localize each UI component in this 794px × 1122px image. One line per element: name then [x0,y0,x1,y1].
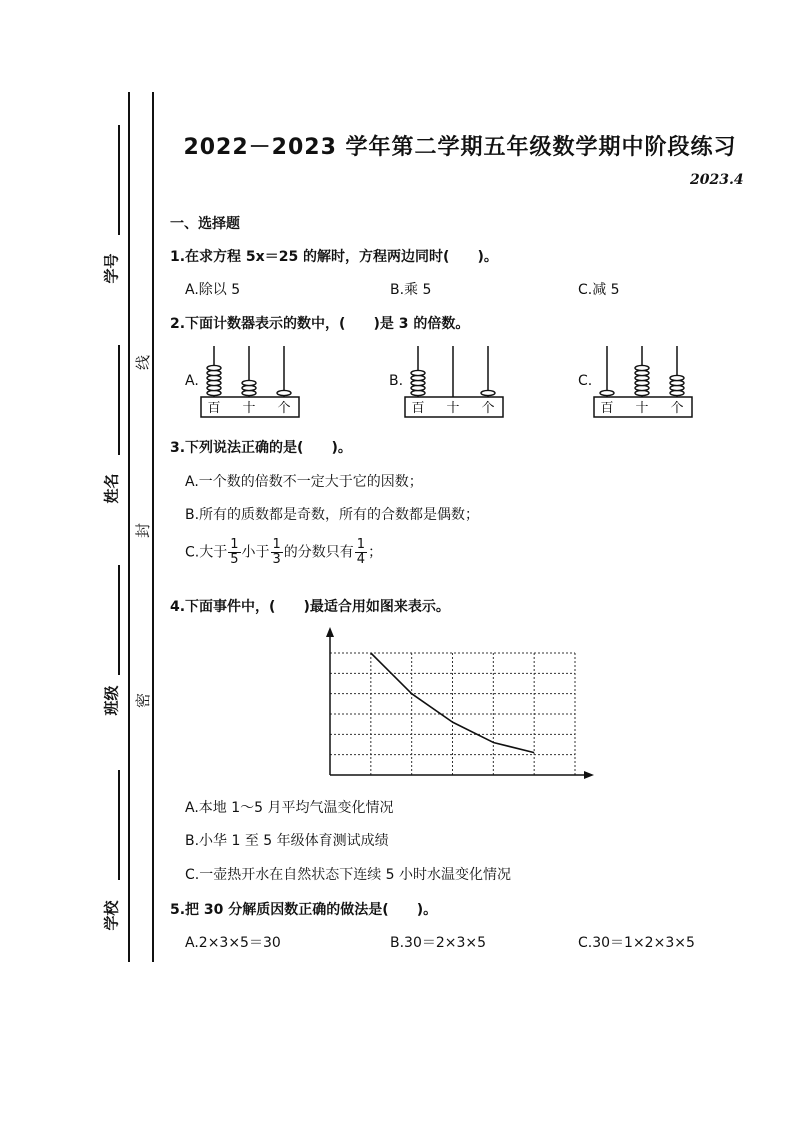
place-label: 十 [446,401,460,416]
school-label: 学校 [102,900,121,931]
student-id-label: 学号 [102,253,121,284]
abacus-a [185,340,305,425]
binding-secret-char: 密 [134,692,153,709]
q3-c-suffix: ； [368,544,383,561]
q1-option-b: B.乘 5 [390,282,432,298]
question-3-stem: 3.下列说法正确的是( )。 [170,440,352,456]
fraction-numerator: 1 [272,537,281,552]
q4-option-c: C.一壶热开水在自然状态下连续 5 小时水温变化情况 [185,867,512,883]
class-blank [118,565,120,675]
abacus-c [578,340,698,425]
q1-option-a: A.除以 5 [185,282,241,298]
school-blank [118,770,120,880]
fraction-denominator: 4 [356,552,366,567]
q3-option-b: B.所有的质数都是奇数，所有的合数都是偶数； [185,507,480,523]
q5-option-b: B.30＝2×3×5 [390,935,487,951]
question-4-stem: 4.下面事件中，( )最适合用如图来表示。 [170,599,450,615]
margin-line-outer [128,92,130,962]
place-label: 十 [242,401,256,416]
place-label: 个 [670,401,684,416]
name-blank [118,345,120,455]
binding-line-char: 线 [134,354,153,371]
abacus-c-label: C. [578,373,593,389]
fraction-numerator: 1 [356,537,366,552]
place-label: 十 [635,401,649,416]
q3-option-a: A.一个数的倍数不一定大于它的因数； [185,474,423,490]
q3-c-prefix: C.大于 [185,544,228,561]
fraction-denominator: 3 [272,552,281,567]
abacus-bead [277,390,291,395]
q3-c-mid2: 的分数只有 [283,544,354,561]
q3-option-c [185,538,382,567]
place-label: 个 [481,401,495,416]
section-heading: 一、选择题 [170,216,240,232]
student-id-blank [118,125,120,235]
q4-option-a: A.本地 1～5 月平均气温变化情况 [185,800,394,816]
abacus-bead [481,390,495,395]
abacus-b-drawing [404,340,509,420]
fraction-one-third [271,538,283,567]
fraction-numerator: 1 [230,537,239,552]
abacus-a-drawing [200,340,305,420]
question-5-stem: 5.把 30 分解质因数正确的做法是( )。 [170,902,438,918]
line-chart [318,625,598,785]
abacus-a-label: A. [185,373,199,389]
place-label: 百 [207,401,221,416]
y-axis-arrow [326,627,334,637]
fraction-one-fourth [355,538,367,567]
x-axis-arrow [584,771,594,779]
abacus-bead [207,365,221,370]
fraction-denominator: 5 [230,552,239,567]
name-label: 姓名 [102,473,121,504]
q3-c-mid1: 小于 [241,544,270,561]
q4-option-b: B.小华 1 至 5 年级体育测试成绩 [185,833,389,849]
abacus-b [389,340,509,425]
q1-option-c: C.减 5 [578,282,620,298]
fraction-one-fifth [228,538,240,567]
abacus-b-label: B. [389,373,404,389]
place-label: 百 [411,401,425,416]
place-label: 百 [600,401,614,416]
place-label: 个 [277,401,291,416]
abacus-c-drawing [593,340,698,420]
q5-option-a: A.2×3×5＝30 [185,935,281,951]
q5-option-c: C.30＝1×2×3×5 [578,935,695,951]
page-title: 2022－2023 学年第二学期五年级数学期中阶段练习 [183,135,737,160]
question-2-stem: 2.下面计数器表示的数中，( )是 3 的倍数。 [170,316,470,332]
abacus-bead [242,380,256,385]
question-1-stem: 1.在求方程 5x＝25 的解时，方程两边同时( )。 [170,249,498,265]
abacus-bead [635,365,649,370]
abacus-bead [600,390,614,395]
class-label: 班级 [102,685,121,716]
abacus-bead [670,375,684,380]
binding-seal-char: 封 [134,522,153,539]
exam-date: 2023.4 [690,172,744,188]
abacus-bead [411,370,425,375]
